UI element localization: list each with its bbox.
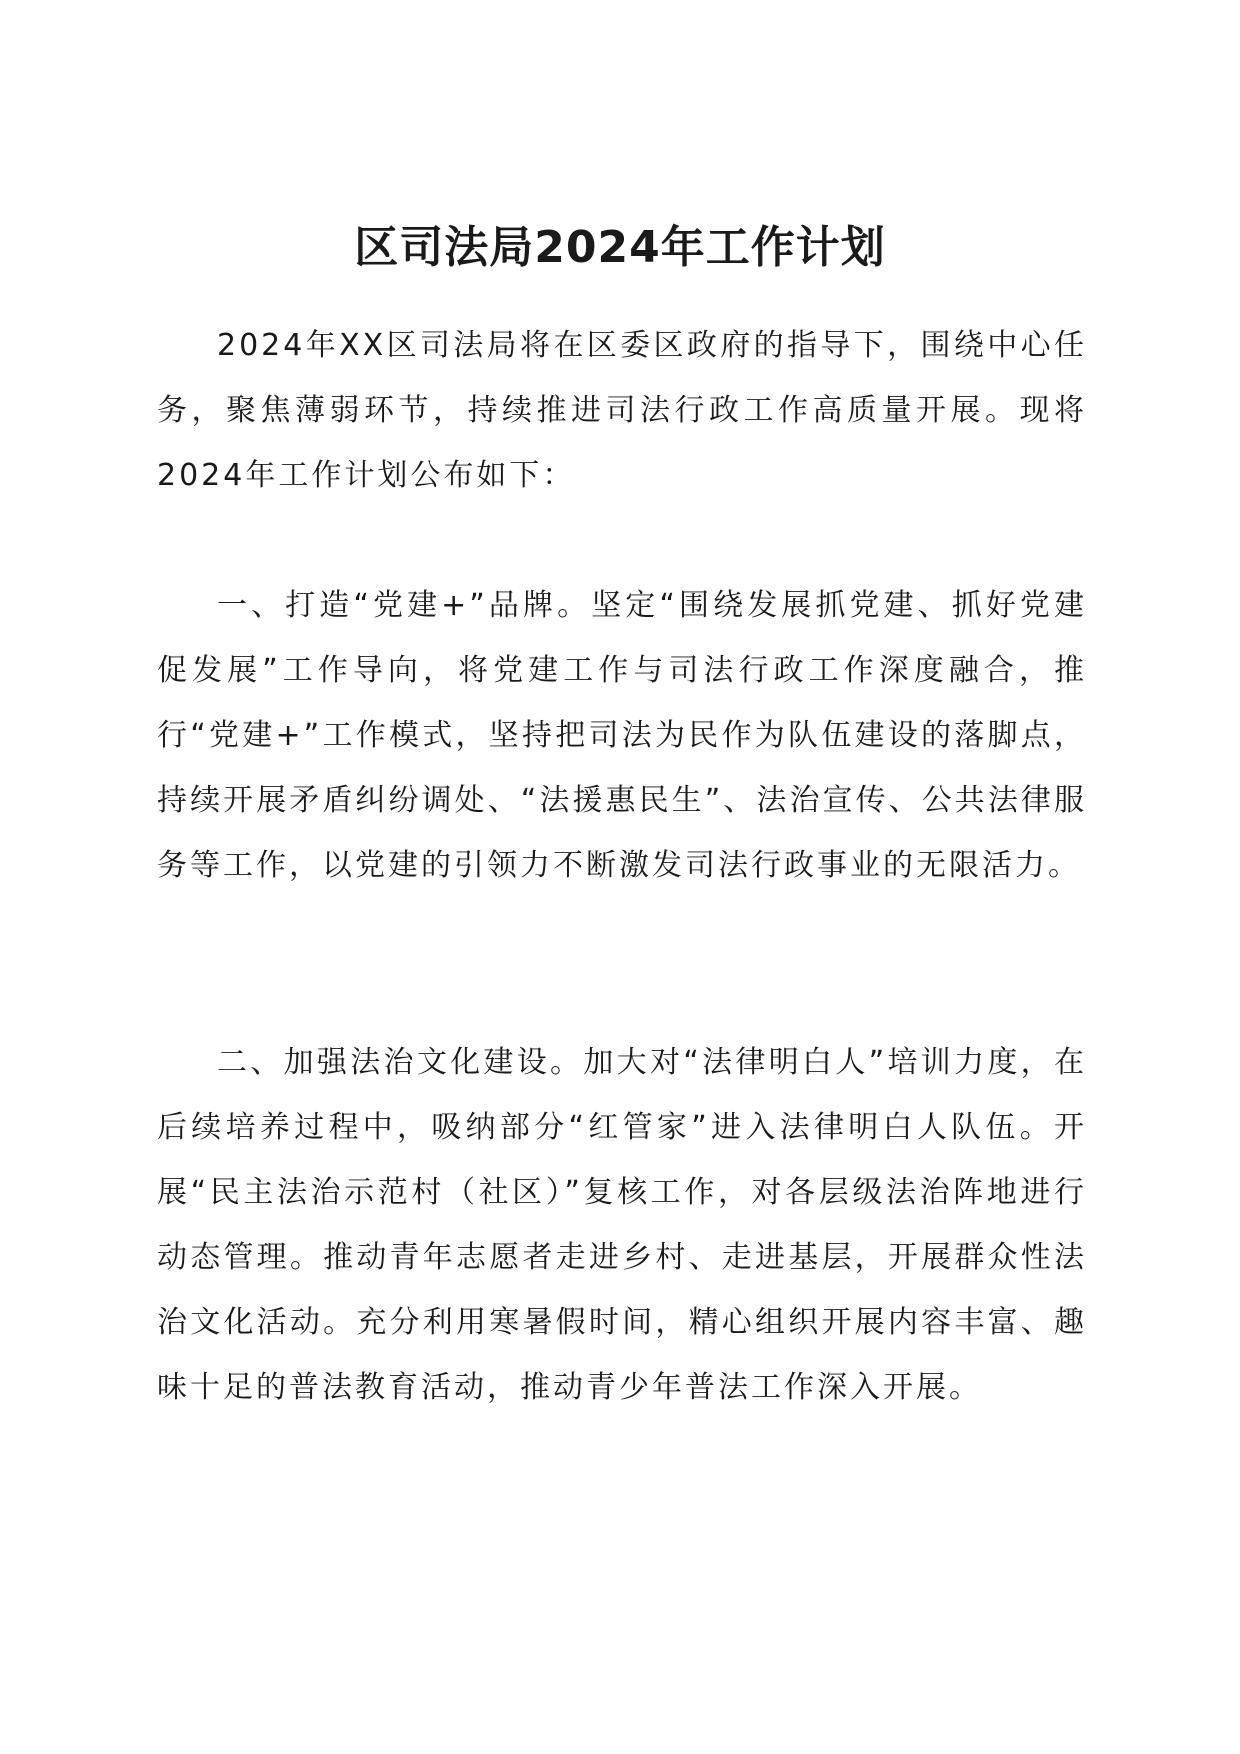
intro-paragraph: 2024年XX区司法局将在区委区政府的指导下，围绕中心任务，聚焦薄弱环节，持续推进司法行政工作高质量开展。现将2024年工作计划公布如下： (157, 328, 1087, 493)
section-one-paragraph: 一、打造“党建+”品牌。坚定“围绕发展抓党建、抓好党建促发展”工作导向，将党建工作与司法行政工作深度融合，推行“党建+”工作模式，坚持把司法为民作为队伍建设的落脚点，持续开展矛盾纠纷调处、“法援惠民生”、法治宣传、公共法律服务等工作，以党建的引领力不断激发司法行政事业的无限活力。 (157, 588, 1087, 883)
document-title: 区司法局2024年工作计划 (354, 222, 886, 273)
section-two-paragraph: 二、加强法治文化建设。加大对“法律明白人”培训力度，在后续培养过程中，吸纳部分“红管家”进入法律明白人队伍。开展“民主法治示范村（社区）”复核工作，对各层级法治阵地进行动态管理。推动青年志愿者走进乡村、走进基层，开展群众性法治文化活动。充分利用寒暑假时间，精心组织开展内容丰富、趣味十足的普法教育活动，推动青少年普法工作深入开展。 (157, 1045, 1087, 1405)
